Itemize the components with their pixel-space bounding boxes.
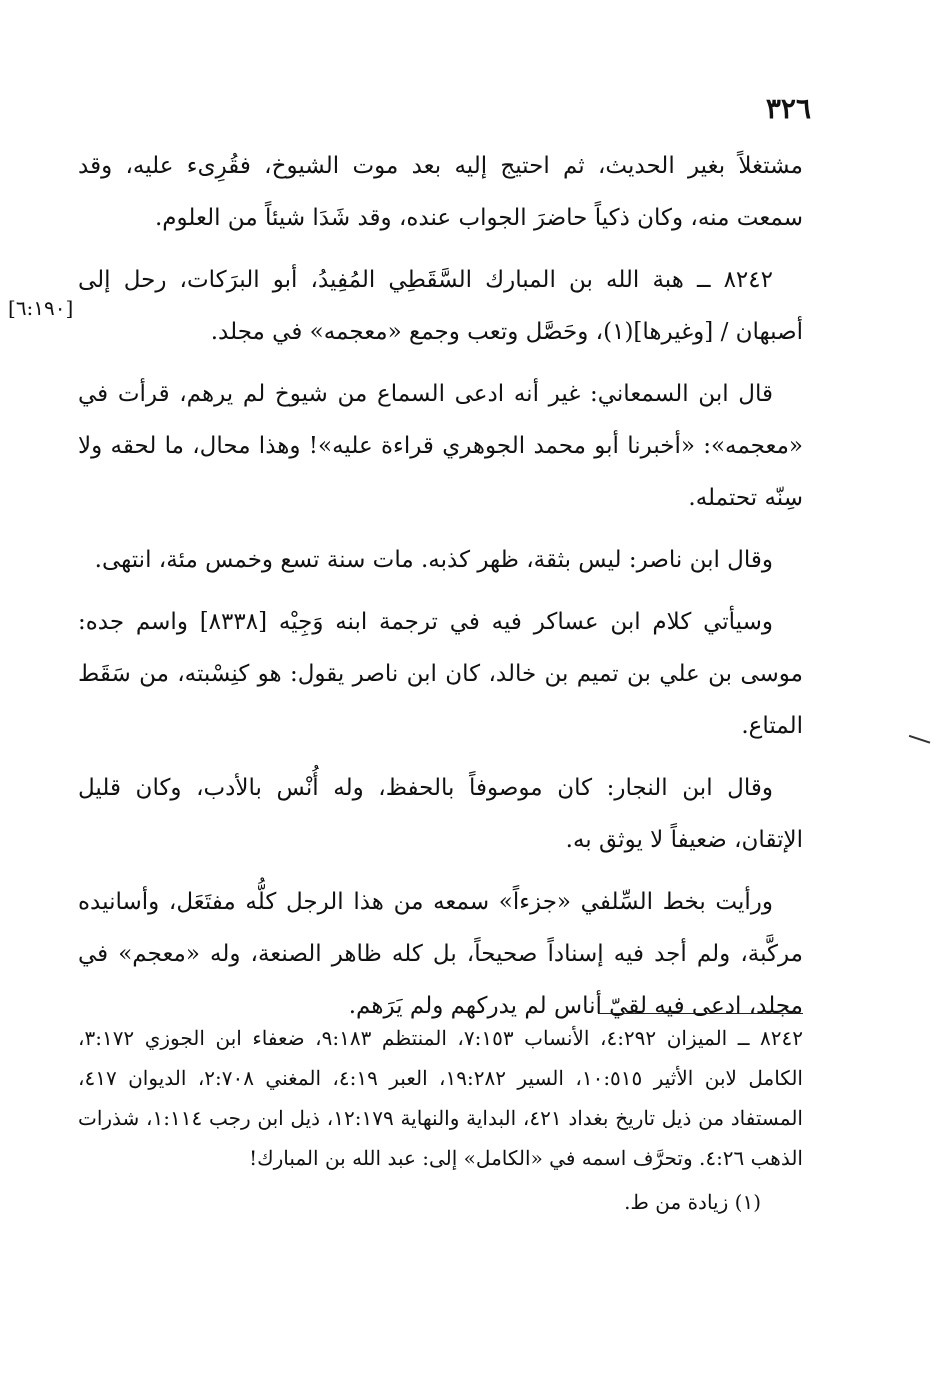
footnote-sources: ٨٢٤٢ ــ الميزان ٤:٢٩٢، الأنساب ٧:١٥٣، المنتظم ٩:١٨٣، ضعفاء ابن الجوزي ٣:١٧٢، الكامل لابن الأثير ١٠:٥١٥، السير ١٩:٢٨٢، العبر ٤:١٩، المغني ٢:٧٠٨، الديوان ٤١٧، المستفاد من ذيل تاريخ بغداد ٤٢١، البداية والنهاية ١٢:١٧٩، ذيل ابن رجب ١:١١٤، شذرات الذهب ٤:٢٦. وتحرَّف اسمه في «الكامل» إلى: عبد الله بن المبارك! xyxy=(78,1026,804,1170)
paragraph-ibn-najjar: وقال ابن النجار: كان موصوفاً بالحفظ، وله أُنْس بالأدب، وكان قليل الإتقان، ضعيفاً لا يوثق به. xyxy=(78,775,803,853)
paragraph-ibn-samani: قال ابن السمعاني: غير أنه ادعى السماع من شيوخ لم يرهم، قرأت في «معجمه»: «أخبرنا أبو محمد الجوهري قراءة عليه»! وهذا محال، ما لحقه ولا سِنّه تحتمله. xyxy=(78,381,803,511)
main-text xyxy=(78,140,803,1042)
entry-8242: ٨٢٤٢ ــ هبة الله بن المبارك السَّقَطِي المُفِيدُ، أبو البرَكات، رحل إلى أصبهان / [وغيرها](١)، وحَصَّل وتعب وجمع «معجمه» في مجلد. xyxy=(78,267,803,345)
margin-volume-reference: [٦:١٩٠] xyxy=(8,296,74,320)
paragraph-ibn-asakir: وسيأتي كلام ابن عساكر فيه في ترجمة ابنه وَجِيْه [٨٣٣٨] واسم جده: موسى بن علي بن تميم بن خالد، كان ابن ناصر يقول: هو كنِسْبته، من سَقَط المتاع. xyxy=(78,609,803,739)
paragraph-ibn-nasir: وقال ابن ناصر: ليس بثقة، ظهر كذبه. مات سنة تسع وخمس مئة، انتهى. xyxy=(94,547,773,573)
margin-mark xyxy=(906,735,931,753)
paragraph-1: مشتغلاً بغير الحديث، ثم احتيج إليه بعد موت الشيوخ، فقُرِىء عليه، وقد سمعت منه، وكان ذكياً حاضرَ الجواب عنده، وقد شَدَا شيئاً من العلوم. xyxy=(78,153,803,231)
paragraph-silafi: ورأيت بخط السِّلفي «جزءاً» سمعه من هذا الرجل كلُّه مفتَعَل، وأسانيده مركَّبة، ولم أجد فيه إسناداً صحيحاً، بل كله ظاهر الصنعة، وله «معجم» في مجلد، ادعى فيه لقيّ أناس لم يدركهم ولم يَرَهم. xyxy=(78,889,803,1019)
footnote-1: (١) زيادة من ط. xyxy=(624,1190,761,1214)
page-number: ٣٢٦ xyxy=(765,92,811,125)
footnotes xyxy=(78,1018,803,1222)
footnote-separator xyxy=(598,1013,803,1014)
